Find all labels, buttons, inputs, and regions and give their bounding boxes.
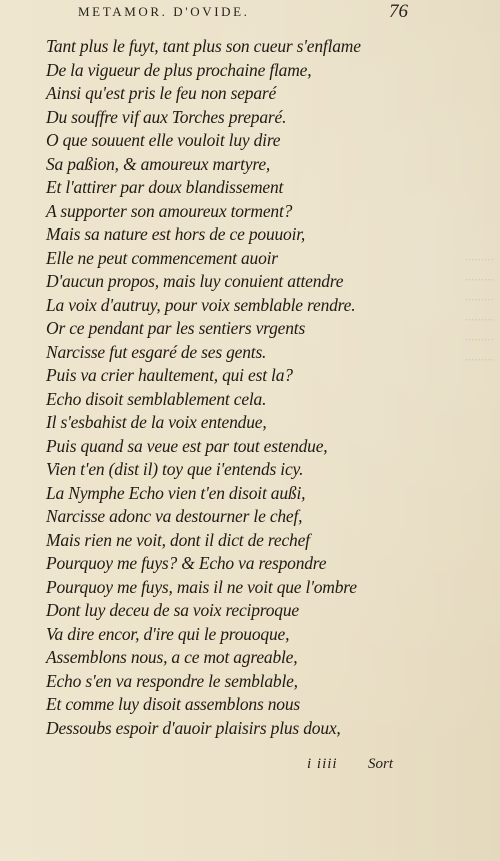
- verse-line: Et l'attirer par doux blandissement: [46, 177, 284, 197]
- verse-line: Narcisse fut esgaré de ses gents.: [46, 341, 267, 362]
- page-footer: [300, 756, 420, 778]
- verse-line: Mais rien ne voit, dont il dict de rechef: [46, 529, 310, 550]
- verse-line: Du souffre vif aux Torches preparé.: [46, 106, 287, 127]
- verse-line: Il s'esbahist de la voix entendue,: [46, 412, 267, 432]
- verse-line: Echo disoit semblablement cela.: [46, 388, 267, 409]
- verse-line: Ainsi qu'est pris le feu non separé: [46, 83, 277, 103]
- verse-line: Mais sa nature est hors de ce pouuoir,: [46, 224, 306, 244]
- show-through-text: ········· ········· ········· ········· ········· ·········: [464, 252, 494, 367]
- verse-line: D'aucun propos, mais luy conuient attendre: [46, 271, 344, 291]
- page-number: 76: [389, 1, 408, 22]
- verse-line: La Nymphe Echo vien t'en disoit außi,: [46, 482, 306, 503]
- verse-line: Puis va crier haultement, qui est la?: [46, 365, 293, 385]
- verse-line: Or ce pendant par les sentiers vrgents: [46, 318, 306, 338]
- verse-line: Tant plus le fuyt, tant plus son cueur s'enflame: [46, 36, 361, 56]
- verse-lines: [46, 35, 446, 740]
- running-title: METAMOR. D'OVIDE.: [78, 4, 250, 19]
- verse-line: Assemblons nous, a ce mot agreable,: [46, 647, 298, 667]
- verse-line: Sa paßion, & amoureux martyre,: [46, 153, 271, 174]
- verse-line: De la vigueur de plus prochaine flame,: [46, 59, 312, 80]
- verse-line: Pourquoy me fuys? & Echo va respondre: [46, 553, 327, 573]
- verse-line: Narcisse adonc va destourner le chef,: [46, 506, 303, 526]
- verse-line: Va dire encor, d'ire qui le prouoque,: [46, 623, 290, 644]
- verse-line: A supporter son amoureux torment?: [46, 200, 293, 221]
- page-header: [78, 1, 408, 24]
- signature-mark: i iiii: [307, 756, 338, 772]
- verse-line: Dessoubs espoir d'auoir plaisirs plus doux,: [46, 717, 341, 738]
- verse-line: Et comme luy disoit assemblons nous: [46, 694, 301, 714]
- verse-line: Echo s'en va respondre le semblable,: [46, 670, 298, 691]
- verse-line: La voix d'autruy, pour voix semblable rendre.: [46, 294, 356, 315]
- verse-line: Vien t'en (dist il) toy que i'entends icy.: [46, 459, 304, 479]
- verse-line: Puis quand sa veue est par tout estendue,: [46, 435, 328, 456]
- verse-line: O que souuent elle vouloit luy dire: [46, 130, 281, 150]
- catchword: Sort: [368, 756, 394, 772]
- verse-line: Dont luy deceu de sa voix reciproque: [46, 600, 299, 620]
- verse-line: Elle ne peut commencement auoir: [46, 247, 278, 268]
- verse-line: Pourquoy me fuys, mais il ne voit que l'ombre: [46, 576, 357, 597]
